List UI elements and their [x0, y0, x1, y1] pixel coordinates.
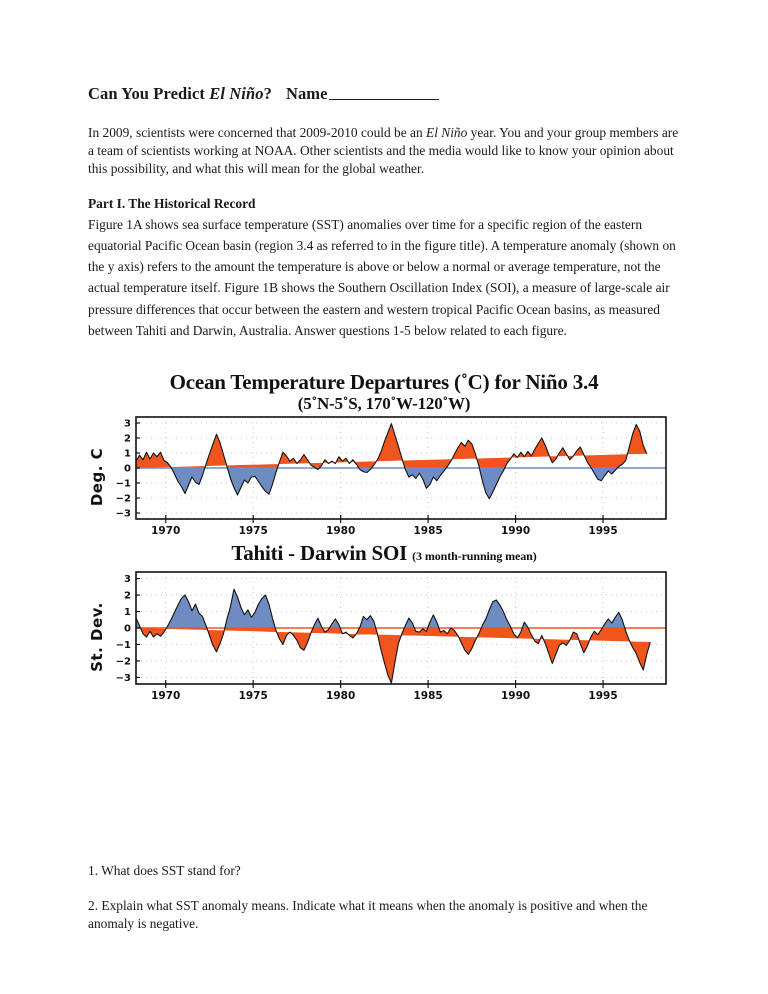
- svg-text:1990: 1990: [500, 525, 531, 538]
- figure-1b-y-axis-label: St. Dev.: [88, 601, 106, 672]
- intro-paragraph: [88, 124, 680, 179]
- svg-text:1: 1: [124, 606, 131, 618]
- figure-1b-title-sub: (3 month-running mean): [412, 549, 537, 564]
- title-italic-elnino: El Niño: [209, 84, 264, 103]
- svg-text:0: 0: [124, 623, 131, 635]
- question-2: 2. Explain what SST anomaly means. Indicate what it means when the anomaly is positive and when the anomaly is negative.: [88, 897, 648, 931]
- svg-text:3: 3: [124, 419, 131, 431]
- svg-text:−2: −2: [115, 656, 131, 668]
- figure-1b-plot: [110, 566, 670, 708]
- figure-1a-plot: [110, 413, 670, 541]
- svg-text:0: 0: [124, 464, 131, 476]
- figure-1a-title-line1: Ocean Temperature Departures (˚C) for Niño 3.4: [169, 369, 599, 394]
- title-prefix: Can You Predict: [88, 84, 210, 103]
- svg-text:1975: 1975: [238, 689, 268, 702]
- svg-text:1980: 1980: [326, 525, 356, 538]
- figure-1b-title-main: Tahiti - Darwin SOI: [231, 541, 408, 566]
- figure-1b-title: [88, 542, 680, 565]
- svg-text:1990: 1990: [500, 689, 531, 702]
- svg-text:−2: −2: [115, 494, 131, 506]
- svg-text:−3: −3: [115, 672, 131, 684]
- svg-text:2: 2: [124, 590, 131, 602]
- title-suffix: ?: [263, 84, 272, 103]
- svg-text:−1: −1: [115, 479, 131, 491]
- intro-part-2: year. You and your group members are a team of scientists working at NOAA. Other scientists and the media would like to know your opinion about this possibility, and what this will mean for the global weather.: [88, 124, 679, 177]
- figure-1a: [88, 371, 680, 542]
- figure-1b: [88, 542, 680, 707]
- question-1: 1. What does SST stand for?: [88, 863, 241, 878]
- name-label: Name: [285, 84, 328, 103]
- svg-text:−3: −3: [115, 509, 131, 521]
- page-title: [88, 84, 680, 104]
- svg-text:1970: 1970: [151, 525, 181, 538]
- document-content: [88, 84, 680, 708]
- svg-text:1970: 1970: [151, 689, 181, 702]
- part-1-body: Figure 1A shows sea surface temperature (SST) anomalies over time for a specific region of the eastern equatorial Pacific Ocean basin (region 3.4 as referred to in the figure title). A temperature anomaly (shown on the y axis) refers to the amount the temperature is above or below a normal or average temperature, not the actual temperature itself. Figure 1B shows the Southern Oscillation Index (SOI), a measure of large-scale air pressure differences that occur between the eastern and western tropical Pacific Ocean basins, as measured between Tahiti and Darwin, Australia. Answer questions 1-5 below related to each figure.: [88, 216, 676, 338]
- figure-1a-panel: [88, 413, 680, 541]
- figure-1a-title: [88, 371, 680, 414]
- svg-text:1985: 1985: [413, 689, 443, 702]
- intro-italic-elnino: El Niño: [426, 124, 468, 140]
- figure-1b-panel: [88, 566, 680, 708]
- svg-text:3: 3: [124, 573, 131, 585]
- svg-text:1995: 1995: [588, 689, 618, 702]
- figure-1a-title-line2: (5˚N-5˚S, 170˚W-120˚W): [297, 394, 471, 414]
- svg-text:1980: 1980: [326, 689, 356, 702]
- svg-text:1995: 1995: [588, 525, 618, 538]
- svg-text:1985: 1985: [413, 525, 443, 538]
- figure-1a-y-axis-label: Deg. C: [88, 448, 107, 507]
- intro-part-1: In 2009, scientists were concerned that 2009-2010 could be an: [88, 124, 427, 140]
- svg-text:1: 1: [124, 449, 131, 461]
- name-blank-rule[interactable]: [329, 99, 439, 100]
- svg-text:2: 2: [124, 434, 131, 446]
- svg-text:−1: −1: [115, 639, 131, 651]
- questions-section: [88, 862, 688, 933]
- svg-text:1975: 1975: [238, 525, 268, 538]
- part-1-heading: Part I. The Historical Record: [88, 196, 256, 212]
